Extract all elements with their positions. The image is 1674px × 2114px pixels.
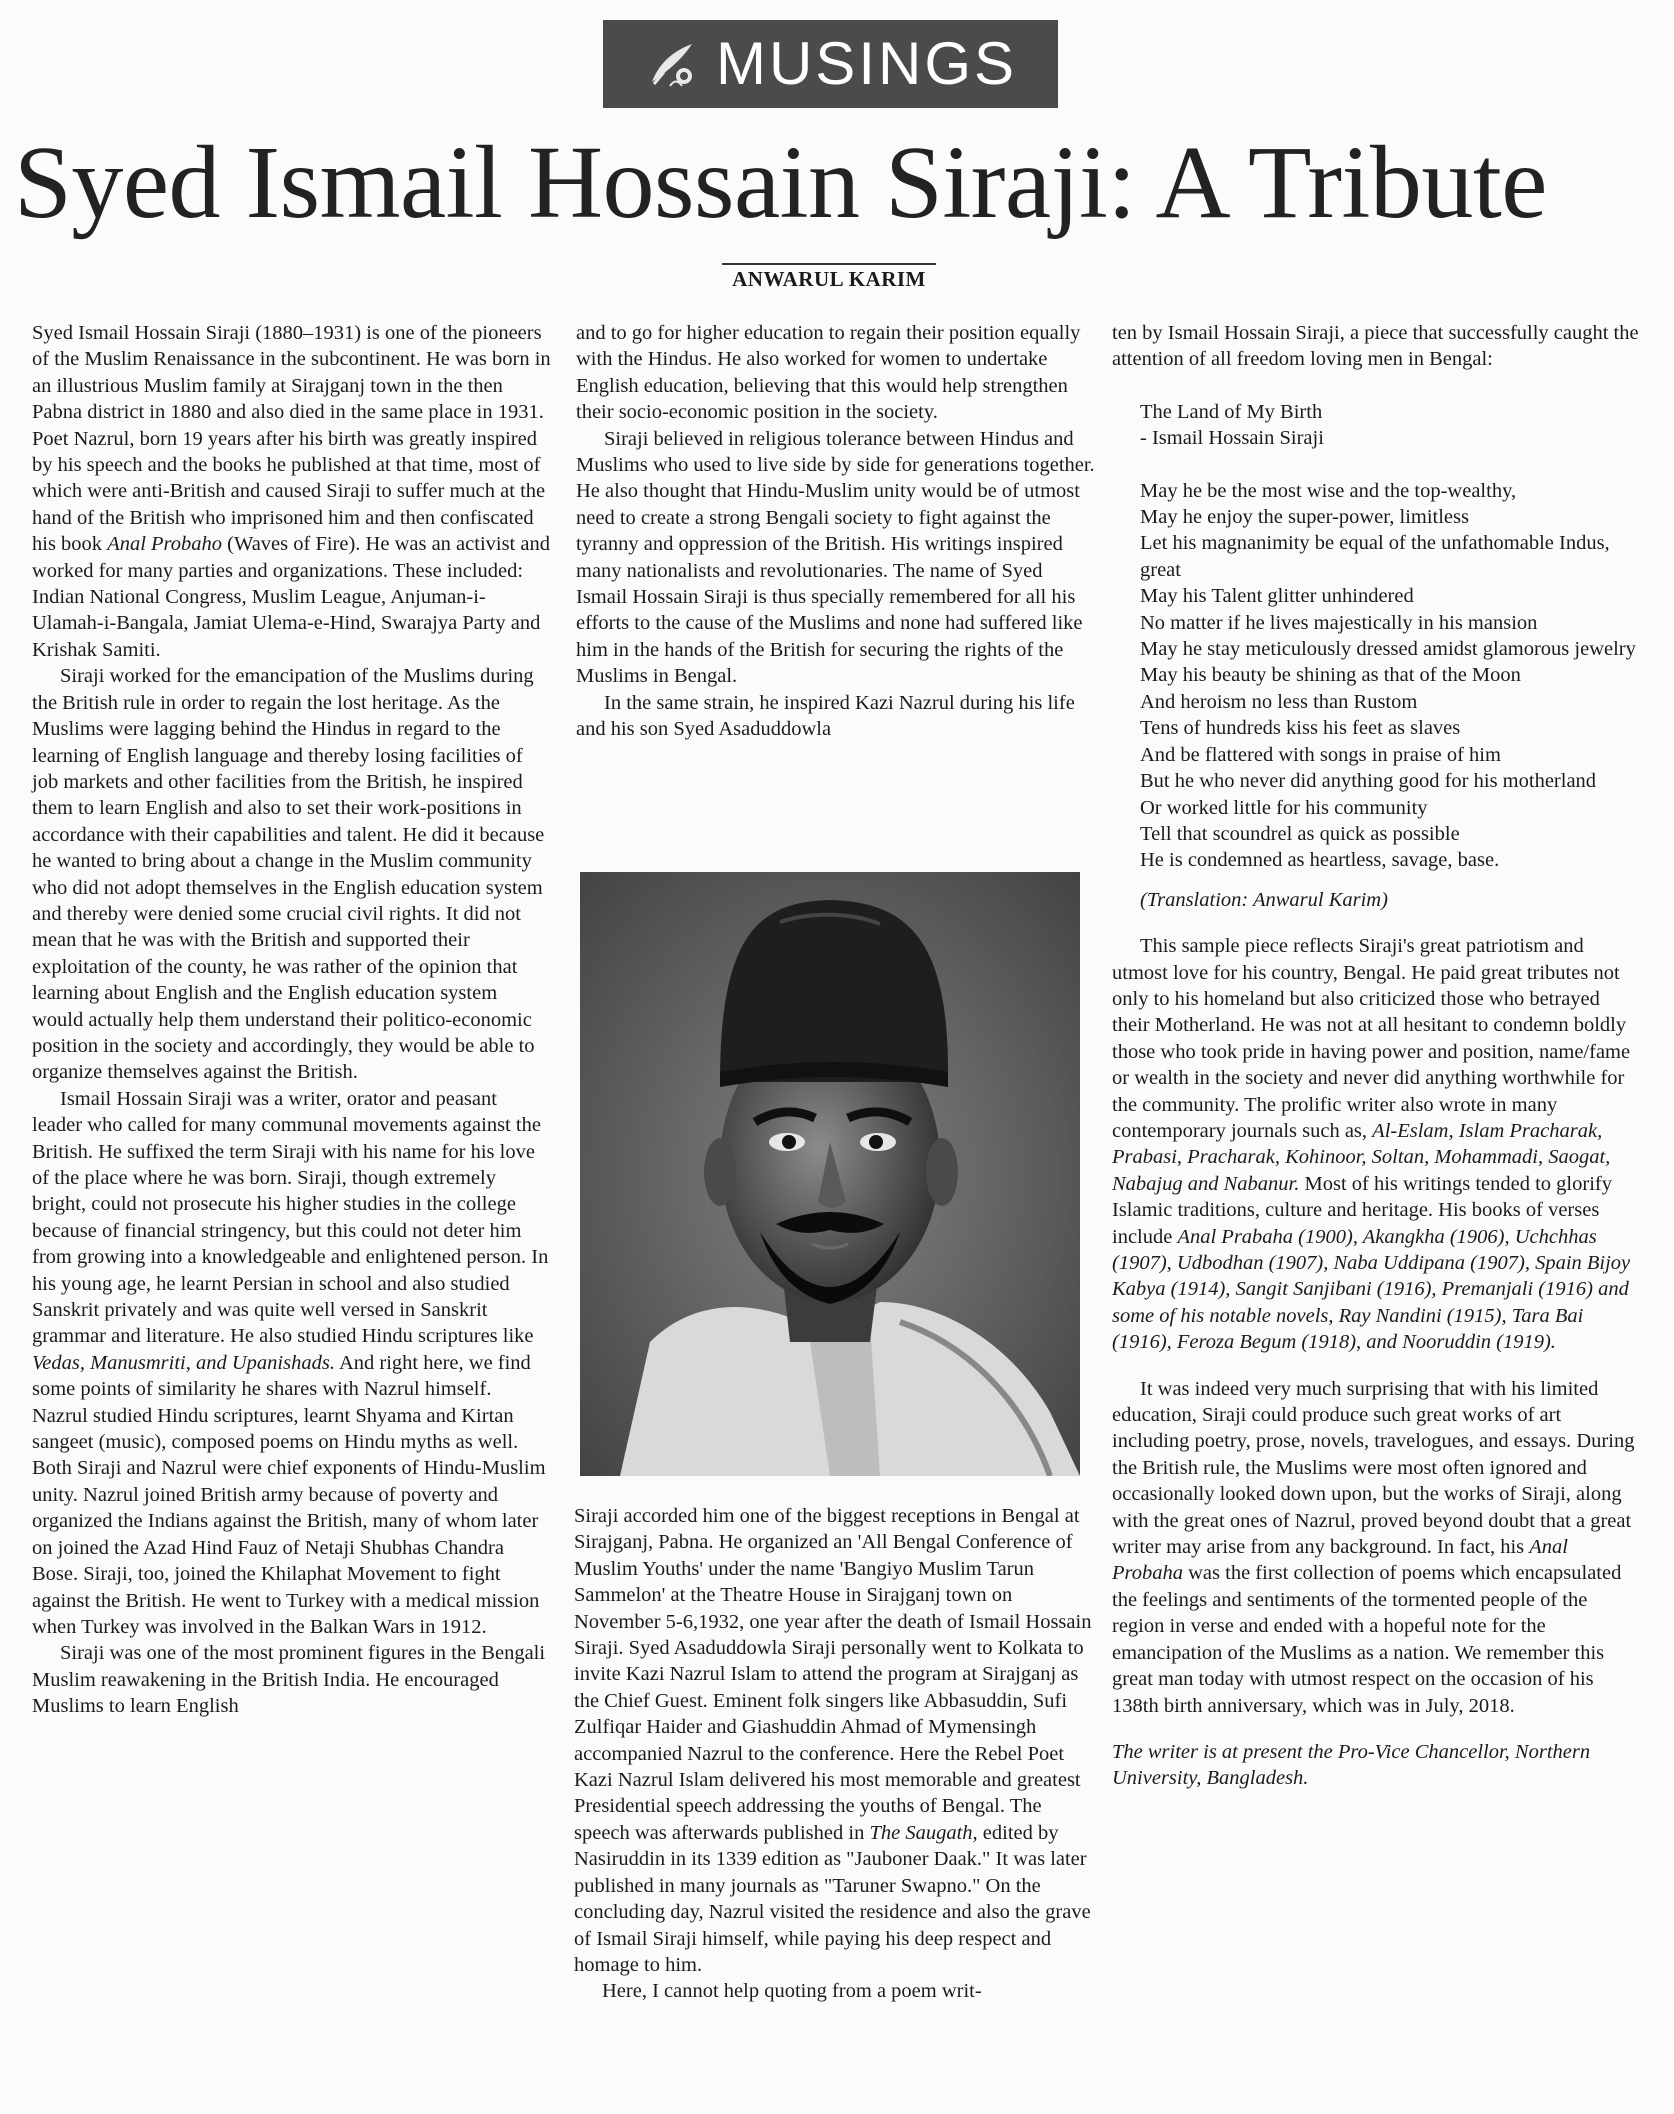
poem-line: May he enjoy the super-power, limitless <box>1140 506 1469 529</box>
article-column-2-top <box>576 320 1096 743</box>
poem-title: The Land of My Birth <box>1140 400 1323 423</box>
poem-line: Let his magnanimity be equal of the unfathomable Indus, great <box>1140 532 1610 581</box>
paragraph: ten by Ismail Hossain Siraji, a piece that successfully caught the attention of all freedom loving men in Bengal: <box>1112 322 1639 371</box>
author-byline: ANWARUL KARIM <box>722 263 936 292</box>
paragraph: and to go for higher education to regain their position equally with the Hindus. He also worked for women to undertake English education, believing that this would help strengthen their socio-economic position in the society. <box>576 322 1081 424</box>
paragraph: Siraji worked for the emancipation of the Muslims during the British rule in order to regain the lost heritage. As the Muslims were lagging behind the Hindus in regard to the learning of English language and thereby losing facilities of job markets and other facilities from the British, he inspired them to learn English and also to set their work-positions in accordance with their capabilities and talent. He did it because he wanted to bring about a change in the Muslim community who did not adopt themselves in the English education system and thereby were denied some crucial civil rights. It did not mean that he was with the British and supported their exploitation of the county, he was rather of the opinion that learning about English and the English education system would actually help them understand their politico-economic position in the society and accordingly, they would be able to organize themselves against the British. <box>32 665 545 1084</box>
section-label: MUSINGS <box>715 30 1018 97</box>
poem-line: May he be the most wise and the top-wealthy, <box>1140 479 1517 502</box>
poem-author: - Ismail Hossain Siraji <box>1140 427 1324 450</box>
paragraph: In the same strain, he inspired Kazi Nazrul during his life and his son Syed Asaduddowla <box>576 691 1075 741</box>
article-column-1 <box>32 320 552 1720</box>
paragraph: Ismail Hossain Siraji was a writer, orator and peasant leader who called for many communal movements against the British. He suffixed the term Siraji with his name for his love of the place where he was born. Siraji, though extremely bright, could not prosecute his higher studies in the college because of financial stringency, but this could not deter him from growing into a knowledgeable and enlightened person. In his young age, he learnt Persian in school and also studied Sanskrit privately and was quite well versed in Sanskrit grammar and literature. He also studied Hindu scriptures like Vedas, Manusmriti, and Upanishads. And right here, we find some points of similarity he shares with Nazrul himself. Nazrul studied Hindu scriptures, learnt Shyama and Kirtan sangeet (music), composed poems on Hindu myths as well. Both Siraji and Nazrul were chief exponents of Hindu-Muslim unity. Nazrul joined British army because of poverty and organized the Indians against the British, many of whom later on joined the Azad Hind Fauz of Netaji Shubhas Chandra Bose. Siraji, too, joined the Khilaphat Movement to fight against the British. He went to Turkey with a medical mission when Turkey was involved in the Balkan Wars in 1912. <box>32 1087 549 1638</box>
paragraph: Here, I cannot help quoting from a poem writ- <box>602 1980 982 2003</box>
paragraph: Siraji accorded him one of the biggest receptions in Bengal at Sirajganj, Pabna. He organized an 'All Bengal Conference of Muslim Youths' under the name 'Bangiyo Muslim Tarun Sammelon' at the Theatre House in Sirajganj town on November 5-6,1932, one year after the death of Ismail Hossain Siraji. Syed Asaduddowla Siraji personally went to Kolkata to invite Kazi Nazrul Islam to attend the program at Sirajganj as the Chief Guest. Eminent folk singers like Abbasuddin, Sufi Zulfiqar Haider and Giashuddin Ahmad of Mymensingh accompanied Nazrul to the conference. Here the Rebel Poet Kazi Nazrul Islam delivered his most memorable and greatest Presidential speech addressing the youths of Bengal. The speech was afterwards published in The Saugath, edited by Nasiruddin in its 1339 edition as "Jauboner Daak." It was later published in many journals as "Taruner Swapno." On the concluding day, Nazrul visited the residence and also the grave of Ismail Siraji himself, while paying his deep respect and homage to him. <box>574 1505 1092 1976</box>
article-column-3 <box>1112 320 1642 1792</box>
article-column-2-bottom <box>574 1503 1096 2005</box>
quill-ink-icon <box>644 36 700 92</box>
poem-line: May his beauty be shining as that of the Moon <box>1140 664 1521 687</box>
poem-line: And be flattered with songs in praise of him <box>1140 743 1501 766</box>
paragraph: Siraji was one of the most prominent figures in the Bengali Muslim reawakening in the British India. He encouraged Muslims to learn English <box>32 1642 546 1718</box>
poem-line: Tens of hundreds kiss his feet as slaves <box>1140 717 1461 740</box>
paragraph: Syed Ismail Hossain Siraji (1880–1931) is one of the pioneers of the Muslim Renaissance in the subcontinent. He was born in an illustrious Muslim family at Sirajganj town in the then Pabna district in 1880 and also died in the same place in 1931. Poet Nazrul, born 19 years after his birth was greatly inspired by his speech and the books he published at that time, most of which were anti-British and caused Siraji to suffer much at the hand of the British who imprisoned him and then confiscated his book Anal Probaho (Waves of Fire). He was an activist and worked for many parties and organizations. These included: Indian National Congress, Muslim League, Anjuman-i-Ulamah-i-Bangala, Jamiat Ulema-e-Hind, Swarajya Party and Krishak Samiti. <box>32 322 551 661</box>
poem-line: He is condemned as heartless, savage, base. <box>1140 849 1500 872</box>
poem-block <box>1112 399 1642 913</box>
poem-line: And heroism no less than Rustom <box>1140 690 1418 713</box>
paragraph: This sample piece reflects Siraji's great patriotism and utmost love for his country, Bengal. He paid great tributes not only to his homeland but also criticized those who betrayed their Motherland. He was not at all hesitant to condemn boldly those who took pride in having power and position, name/fame or wealth in the society and never did anything worthwhile for the community. The prolific writer also wrote in many contemporary journals such as, Al-Eslam, Islam Pracharak, Prabasi, Pracharak, Kohinoor, Soltan, Mohammadi, Saogat, Nabajug and Nabanur. Most of his writings tended to glorify Islamic traditions, culture and heritage. His books of verses include Anal Prabaha (1900), Akangkha (1906), Uchchhas (1907), Udbodhan (1907), Naba Uddipana (1907), Spain Bijoy Kabya (1914), Sangit Sanjibani (1916), Premanjali (1916) and some of his notable novels, Ray Nandini (1915), Tara Bai (1916), Feroza Begum (1918), and Nooruddin (1919). <box>1112 935 1631 1354</box>
author-note: The writer is at present the Pro-Vice Chancellor, Northern University, Bangladesh. <box>1112 1740 1591 1790</box>
article-headline: Syed Ismail Hossain Siraji: A Tribute <box>14 125 1547 240</box>
poem-line: May his Talent glitter unhindered <box>1140 585 1414 608</box>
section-masthead <box>603 20 1058 108</box>
poem-line: Tell that scoundrel as quick as possible <box>1140 822 1460 845</box>
portrait-illustration <box>580 872 1080 1476</box>
poem-line: No matter if he lives majestically in his mansion <box>1140 611 1538 634</box>
poem-line: May he stay meticulously dressed amidst glamorous jewelry <box>1140 638 1636 661</box>
poem-line: Or worked little for his community <box>1140 796 1428 819</box>
translation-credit: (Translation: Anwarul Karim) <box>1140 888 1388 911</box>
paragraph: It was indeed very much surprising that with his limited education, Siraji could produce such great works of art including poetry, prose, novels, travelogues, and essays. During the British rule, the Muslims were most often ignored and occasionally looked down upon, but the works of Siraji, along with the great ones of Nazrul, proved beyond doubt that a great writer may arise from any background. In fact, his Anal Probaha was the first collection of poems which encapsulated the feelings and sentiments of the tormented people of the region in verse and ended with a hopeful note for the emancipation of the Muslims as a nation. We remember this great man today with utmost respect on the occasion of his 138th birth anniversary, which was in July, 2018. <box>1112 1377 1635 1717</box>
paragraph: Siraji believed in religious tolerance between Hindus and Muslims who used to live side by side for generations together. He also thought that Hindu-Muslim unity would be of utmost need to create a strong Bengali society to fight against the tyranny and oppression of the British. His writings inspired many nationalists and revolutionaries. The name of Syed Ismail Hossain Siraji is thus specially remembered for all his efforts to the cause of the Muslims and none had suffered like him in the hands of the British for securing the rights of the Muslims in Bengal. <box>576 427 1095 688</box>
poem-line: But he who never did anything good for his motherland <box>1140 770 1597 793</box>
